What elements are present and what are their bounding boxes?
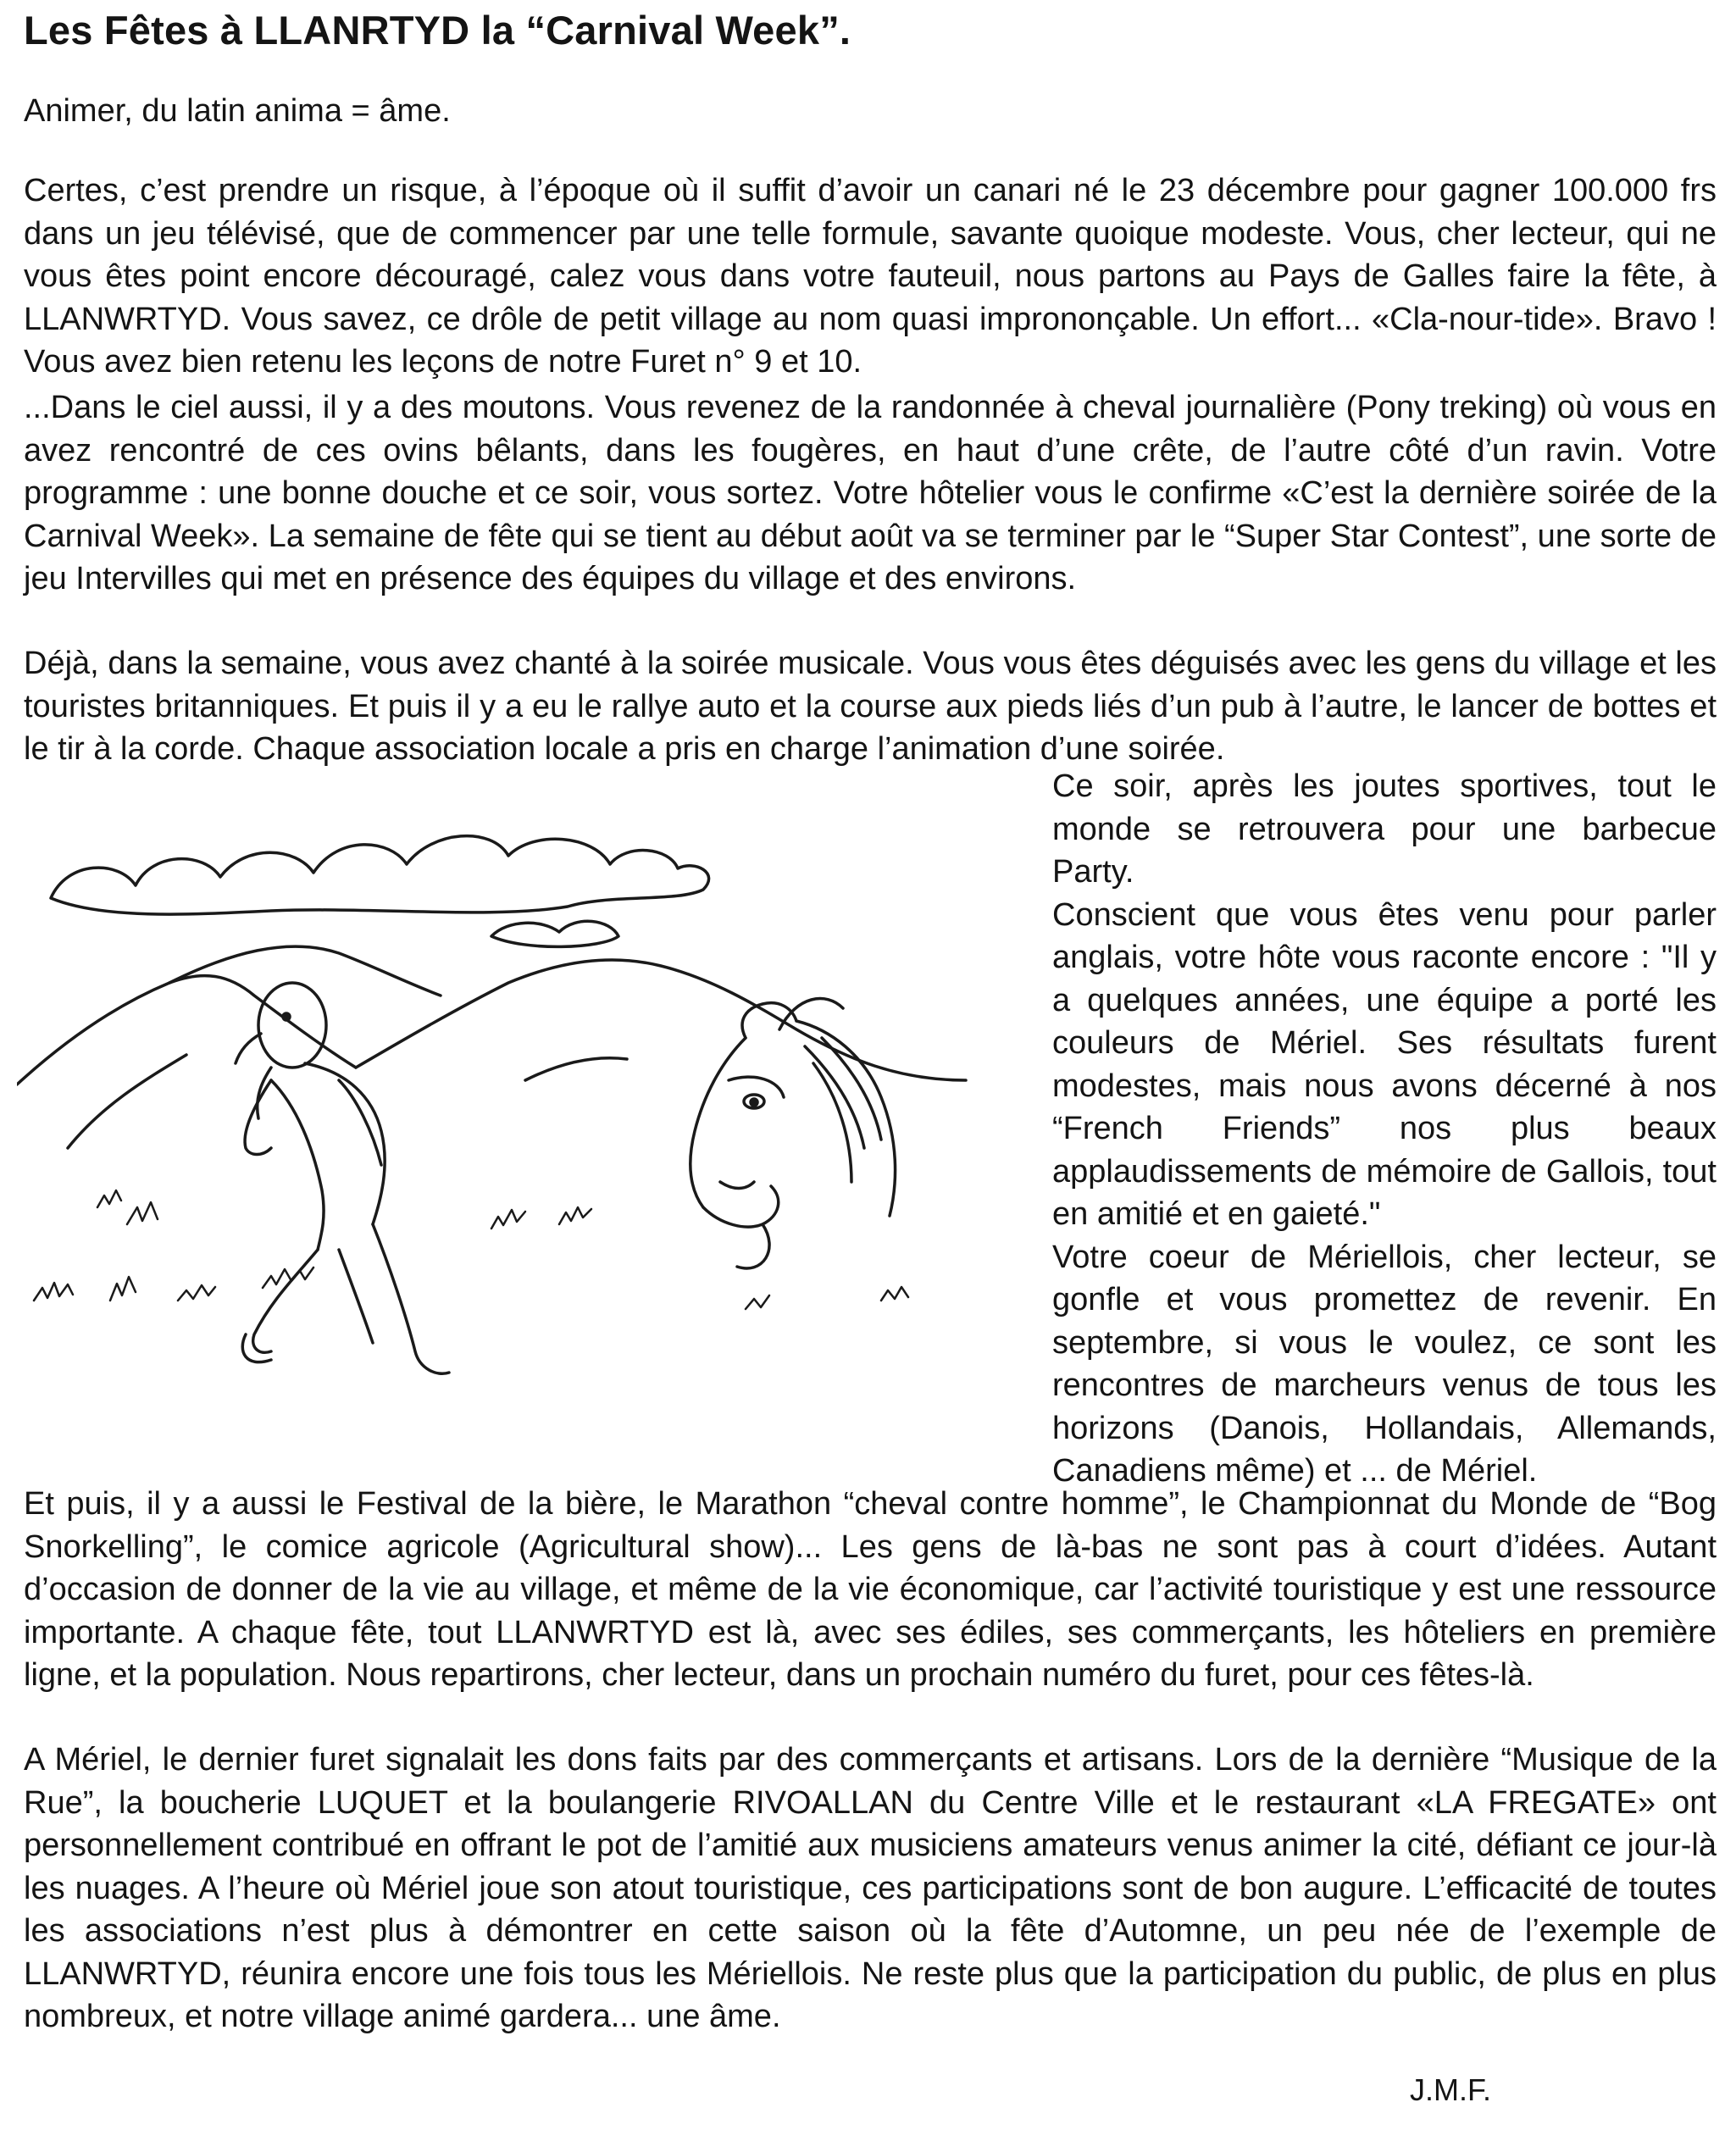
clouds-drawing bbox=[51, 836, 709, 947]
hiker-drawing bbox=[236, 983, 449, 1373]
article-title: Les Fêtes à LLANRTYD la “Carnival Week”. bbox=[24, 8, 851, 53]
paragraph-promise: Votre coeur de Mériellois, cher lecteur, se gonfle et vous promettez de revenir. En septembre, si vous le voulez, ce sont les rencontres de marcheurs venus de tous les horizons (Danois, Hollandais, Allemands, Canadiens même) et ... de Mériel. bbox=[1052, 1239, 1717, 1489]
paragraph-week: Déjà, dans la semaine, vous avez chanté à la soirée musicale. Vous vous êtes déguisés avec les gens du village et les touristes britanniques. Et puis il y a eu le rallye auto et la course aux pieds liés d’un pub à l’autre, le lancer de bottes et le tir à la corde. Chaque association locale a pris en charge l’animation d’une soirée. bbox=[24, 646, 1717, 767]
paragraph-intro: Certes, c’est prendre un risque, à l’époque où il suffit d’avoir un canari né le 23 décembre pour gagner 100.000 frs dans un jeu télévisé, que de commencer par une telle formule, savante quoique modeste. Vous, cher lecteur, qui ne vous êtes point encore découragé, calez vous dans votre fauteuil, nous partons au Pays de Galles faire la fête, à LLANWRTYD. Vous savez, ce drôle de petit village au nom quasi imprononçable. Un effort... «Cla-nour-tide». Bravo ! Vous avez bien retenu les leçons de notre Furet n° 9 et 10. bbox=[24, 173, 1717, 380]
pony-drawing bbox=[691, 999, 896, 1268]
paragraph-host-story: Conscient que vous êtes venu pour parler anglais, votre hôte vous raconte encore : "Il y a quelques années, une équipe a porté les couleurs de Mériel. Ses résultats furent modestes, mais nous avons décerné à nos “French Friends” nos plus beaux applaudissements de mémoire de Gallois, tout en amitié et en gaieté." bbox=[1052, 896, 1717, 1232]
article-epigraph: Animer, du latin anima = âme. bbox=[24, 93, 451, 129]
hills-drawing bbox=[17, 946, 966, 1148]
illustration-hiker-and-pony bbox=[17, 826, 1034, 1436]
paragraph-meriel: A Mériel, le dernier furet signalait les dons faits par des commerçants et artisans. Lors de la dernière “Musique de la Rue”, la boucherie LUQUET et la boulangerie RIVOALLAN du Centre Ville et le restaurant «LA FREGATE» ont personnellement contribué en offrant le pot de l’amitié aux musiciens amateurs venus animer la cité, défiant ce jour-là les nuages. A l’heure où Mériel joue son atout touristique, ces participations sont de bon augure. L’efficacité de toutes les associations n’est plus à démontrer en cette saison où la fête d’Automne, un peu née de l’exemple de LLANWRTYD, réunira encore une fois tous les Mériellois. Ne reste plus que la participation du public, de plus en plus nombreux, et notre village animé gardera... une âme. bbox=[24, 1742, 1717, 2034]
paragraph-barbecue: Ce soir, après les joutes sportives, tout le monde se retrouvera pour une barbecue Party. bbox=[1052, 768, 1717, 890]
side-column bbox=[1052, 765, 1717, 1493]
paragraph-festivals: Et puis, il y a aussi le Festival de la bière, le Marathon “cheval contre homme”, le Championnat du Monde de “Bog Snorkelling”, le comice agricole (Agricultural show)... Les gens de là-bas ne sont pas à court d’idées. Autant d’occasion de donner de la vie au village, et même de la vie économique, car l’activité touristique y est une ressource importante. A chaque fête, tout LLANWRTYD est là, avec ses édiles, ses commerçants, les hôteliers en première ligne, et la population. Nous repartirons, cher lecteur, dans un prochain numéro du furet, pour ces fêtes-là. bbox=[24, 1486, 1717, 1693]
author-signature: J.M.F. bbox=[1410, 2072, 1491, 2107]
paragraph-sheep: ...Dans le ciel aussi, il y a des moutons. Vous revenez de la randonnée à cheval journalière (Pony treking) où vous en avez rencontré de ces ovins bêlants, dans les fougères, en haut d’une crête, de l’autre côté d’un ravin. Votre programme : une bonne douche et ce soir, vous sortez. Votre hôtelier vous le confirme «C’est la dernière soirée de la Carnival Week». La semaine de fête qui se tient au début août va se terminer par le “Super Star Contest”, une sorte de jeu Intervilles qui met en présence des équipes du village et des environs. bbox=[24, 390, 1717, 596]
